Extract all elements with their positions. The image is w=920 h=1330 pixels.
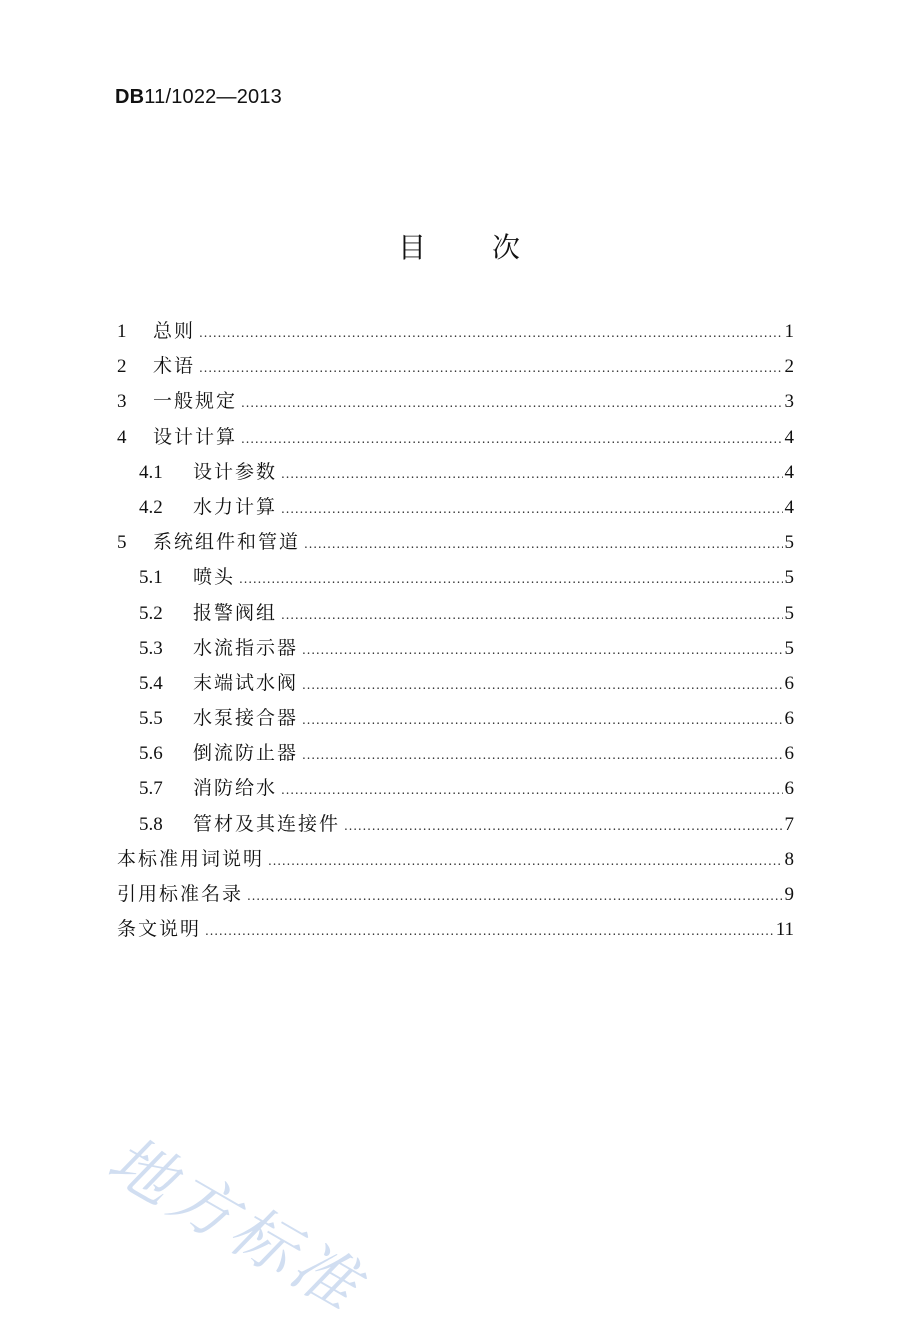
toc-subentry[interactable] bbox=[117, 771, 794, 806]
toc-entry-label: 系统组件和管道 bbox=[153, 531, 301, 554]
toc-entry-number: 5.6 bbox=[139, 743, 163, 765]
toc-subentry[interactable] bbox=[117, 701, 794, 736]
toc-entry[interactable] bbox=[117, 384, 794, 419]
toc-entry-number: 5.8 bbox=[139, 813, 163, 835]
toc-subentry[interactable] bbox=[117, 455, 794, 490]
toc-entry-label: 管材及其连接件 bbox=[193, 812, 341, 835]
toc-entry-page: 5 bbox=[784, 567, 794, 589]
dot-leader bbox=[241, 420, 782, 457]
toc-entry-label: 术语 bbox=[153, 355, 196, 378]
toc-entry-number: 1 bbox=[117, 321, 127, 342]
watermark: 地方标准 bbox=[95, 1122, 375, 1328]
standard-prefix: DB bbox=[115, 86, 145, 108]
toc-subentry[interactable] bbox=[117, 807, 794, 842]
toc-subentry[interactable] bbox=[117, 490, 794, 525]
dot-leader bbox=[205, 912, 774, 949]
toc-entry[interactable] bbox=[117, 877, 794, 912]
toc-entry-page: 4 bbox=[784, 426, 794, 448]
toc-entry-page: 4 bbox=[784, 496, 794, 518]
toc-entry[interactable] bbox=[117, 842, 794, 877]
title-char-1: 目 bbox=[397, 231, 428, 264]
toc-entry-number: 3 bbox=[117, 391, 127, 413]
toc-entry-number: 5.4 bbox=[139, 672, 163, 694]
dot-leader bbox=[304, 525, 782, 562]
toc-entry[interactable] bbox=[117, 525, 794, 560]
dot-leader bbox=[199, 349, 782, 386]
toc-entry-label: 末端试水阀 bbox=[193, 671, 299, 694]
table-of-contents bbox=[117, 314, 794, 947]
dot-leader bbox=[268, 842, 782, 879]
dot-leader bbox=[302, 666, 782, 703]
toc-entry-page: 6 bbox=[784, 743, 794, 765]
toc-entry-label: 水力计算 bbox=[193, 495, 278, 518]
dot-leader bbox=[281, 596, 782, 633]
standard-code bbox=[115, 86, 282, 109]
toc-entry-number: 5 bbox=[117, 532, 127, 554]
toc-entry-number: 4.1 bbox=[139, 461, 163, 483]
toc-entry-page: 9 bbox=[784, 884, 794, 905]
toc-subentry[interactable] bbox=[117, 666, 794, 701]
toc-entry-page: 1 bbox=[784, 321, 794, 342]
toc-entry-number: 2 bbox=[117, 356, 127, 378]
toc-entry-label: 本标准用词说明 bbox=[117, 847, 265, 870]
dot-leader bbox=[281, 771, 782, 808]
toc-entry-page: 6 bbox=[784, 778, 794, 800]
page-title bbox=[0, 226, 920, 266]
dot-leader bbox=[302, 631, 782, 668]
toc-entry-page: 5 bbox=[784, 637, 794, 659]
dot-leader bbox=[344, 807, 782, 844]
toc-entry-label: 总则 bbox=[153, 320, 196, 342]
dot-leader bbox=[281, 490, 782, 527]
toc-subentry[interactable] bbox=[117, 631, 794, 666]
toc-entry-label: 设计参数 bbox=[193, 460, 278, 483]
toc-entry-number: 5.3 bbox=[139, 637, 163, 659]
toc-entry-page: 6 bbox=[784, 708, 794, 730]
dot-leader bbox=[302, 701, 782, 738]
toc-entry[interactable] bbox=[117, 912, 794, 947]
toc-entry[interactable] bbox=[117, 314, 794, 349]
toc-entry-label: 喷头 bbox=[193, 566, 236, 589]
dot-leader bbox=[239, 560, 782, 597]
standard-number: 11/1022—2013 bbox=[144, 86, 282, 108]
toc-entry-number: 5.7 bbox=[139, 778, 163, 800]
toc-subentry[interactable] bbox=[117, 736, 794, 771]
toc-entry-label: 消防给水 bbox=[193, 777, 278, 800]
toc-entry-page: 11 bbox=[775, 919, 794, 941]
toc-entry-page: 2 bbox=[784, 356, 794, 378]
toc-entry-page: 5 bbox=[784, 532, 794, 554]
toc-entry-page: 3 bbox=[784, 391, 794, 413]
toc-entry-label: 倒流防止器 bbox=[193, 742, 299, 765]
toc-entry-label: 设计计算 bbox=[153, 425, 238, 448]
toc-entry[interactable] bbox=[117, 349, 794, 384]
toc-entry-page: 5 bbox=[784, 602, 794, 624]
toc-entry-label: 水泵接合器 bbox=[193, 707, 299, 730]
toc-entry-label: 一般规定 bbox=[153, 390, 238, 413]
toc-entry-label: 引用标准名录 bbox=[117, 883, 244, 905]
toc-entry-page: 4 bbox=[784, 461, 794, 483]
toc-entry-page: 6 bbox=[784, 672, 794, 694]
toc-entry-number: 4.2 bbox=[139, 496, 163, 518]
toc-entry[interactable] bbox=[117, 420, 794, 455]
toc-entry-page: 7 bbox=[784, 813, 794, 835]
toc-entry-number: 5.5 bbox=[139, 708, 163, 730]
title-char-2: 次 bbox=[492, 231, 523, 264]
dot-leader bbox=[241, 384, 782, 421]
toc-entry-label: 水流指示器 bbox=[193, 636, 299, 659]
toc-entry-number: 5.2 bbox=[139, 602, 163, 624]
toc-entry-number: 5.1 bbox=[139, 567, 163, 589]
toc-entry-label: 条文说明 bbox=[117, 918, 202, 941]
dot-leader bbox=[281, 455, 782, 492]
toc-subentry[interactable] bbox=[117, 596, 794, 631]
toc-entry-page: 8 bbox=[784, 848, 794, 870]
dot-leader bbox=[199, 314, 782, 351]
dot-leader bbox=[302, 736, 782, 773]
toc-entry-number: 4 bbox=[117, 426, 127, 448]
toc-subentry[interactable] bbox=[117, 560, 794, 595]
dot-leader bbox=[247, 877, 782, 914]
toc-entry-label: 报警阀组 bbox=[193, 601, 278, 624]
